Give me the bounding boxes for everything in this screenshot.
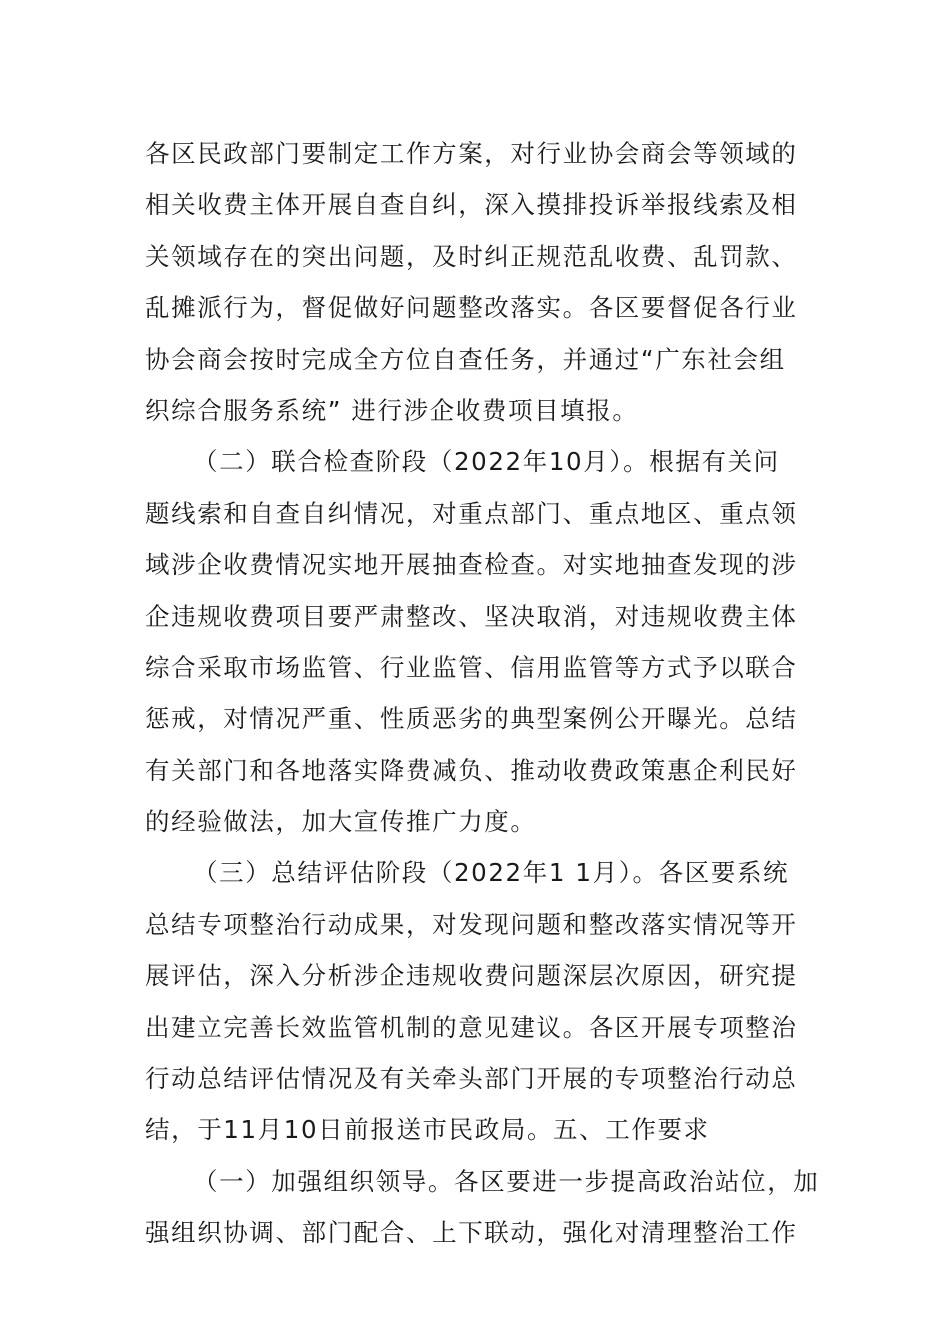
text-line: 出建立完善长效监管机制的意见建议。各区开展专项整治 <box>145 1012 798 1042</box>
section-heading-line: （三）总结评估阶段（2022年1 1月）。各区要系统 <box>193 858 790 888</box>
text-line: 展评估，深入分析涉企违规收费问题深层次原因，研究提 <box>145 961 798 991</box>
body-text <box>145 128 820 1259</box>
text-line: 题线索和自查自纠情况，对重点部门、重点地区、重点领 <box>145 498 798 528</box>
text-line: 织综合服务系统” 进行涉企收费项目填报。 <box>145 395 639 425</box>
text-line: 结，于11月10日前报送市民政局。五、工作要求 <box>145 1115 710 1145</box>
text-line: 行动总结评估情况及有关牵头部门开展的专项整治行动总 <box>145 1064 798 1094</box>
text-line: 的经验做法，加大宣传推广力度。 <box>145 807 537 837</box>
text-line: 各区民政部门要制定工作方案，对行业协会商会等领域的 <box>145 139 798 168</box>
section-heading-line: （一）加强组织领导。各区要进一步提高政治站位，加 <box>193 1166 820 1196</box>
text-line: 企违规收费项目要严肃整改、坚决取消，对违规收费主体 <box>145 601 798 631</box>
text-line: 关领域存在的突出问题，及时纠正规范乱收费、乱罚款、 <box>145 241 798 271</box>
text-line: 综合采取市场监管、行业监管、信用监管等方式予以联合 <box>145 652 798 682</box>
section-heading-line: （二）联合检查阶段（2022年10月）。根据有关问 <box>193 447 780 477</box>
text-line: 协会商会按时完成全方位自查任务，并通过“广东社会组 <box>145 344 786 374</box>
text-line: 惩戒，对情况严重、性质恶劣的典型案例公开曝光。总结 <box>145 704 798 734</box>
text-line: 总结专项整治行动成果，对发现问题和整改落实情况等开 <box>145 909 798 939</box>
text-line: 相关收费主体开展自查自纠，深入摸排投诉举报线索及相 <box>145 190 798 220</box>
text-line: 强组织协调、部门配合、上下联动，强化对清理整治工作 <box>145 1218 798 1248</box>
text-line: 乱摊派行为，督促做好问题整改落实。各区要督促各行业 <box>145 293 798 323</box>
text-line: 域涉企收费情况实地开展抽查检查。对实地抽查发现的涉 <box>145 550 798 580</box>
text-line: 有关部门和各地落实降费减负、推动收费政策惠企利民好 <box>145 755 798 785</box>
